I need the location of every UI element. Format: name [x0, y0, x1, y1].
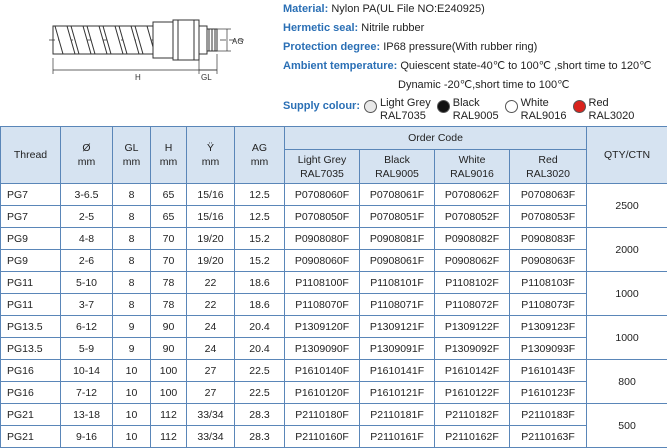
- table-cell: P2110183F: [510, 404, 587, 426]
- table-cell: 8: [113, 228, 151, 250]
- cable-gland-drawing: [45, 12, 265, 92]
- header-wrench-size: [187, 127, 235, 184]
- table-cell: P1610120F: [285, 382, 360, 404]
- qty-cell: 500: [587, 404, 667, 448]
- dim-ag-label: AG: [232, 37, 244, 46]
- table-cell: 9: [113, 338, 151, 360]
- table-cell: 8: [113, 184, 151, 206]
- table-cell: P2110180F: [285, 404, 360, 426]
- table-cell: P1309090F: [285, 338, 360, 360]
- table-cell: P1610143F: [510, 360, 587, 382]
- header-ag: [235, 127, 285, 184]
- table-cell: P1108072F: [435, 294, 510, 316]
- table-cell: P1610122F: [435, 382, 510, 404]
- table-cell: P0708060F: [285, 184, 360, 206]
- table-cell: P0908061F: [360, 250, 435, 272]
- spec-material: [283, 0, 667, 19]
- spec-protection: [283, 38, 667, 57]
- table-row: [1, 294, 667, 316]
- table-cell: 10-14: [61, 360, 113, 382]
- table-cell: 112: [151, 404, 187, 426]
- table-cell: 15.2: [235, 228, 285, 250]
- header-gl: [113, 127, 151, 184]
- table-cell: 100: [151, 360, 187, 382]
- header-light-grey: [285, 150, 360, 184]
- table-cell: 27: [187, 360, 235, 382]
- table-cell: P1309120F: [285, 316, 360, 338]
- spec-seal: [283, 19, 667, 38]
- table-cell: 70: [151, 250, 187, 272]
- spec-temperature: [283, 57, 667, 76]
- table-cell: PG9: [1, 228, 61, 250]
- table-cell: 78: [151, 294, 187, 316]
- table-cell: P1309122F: [435, 316, 510, 338]
- table-cell: 18.6: [235, 294, 285, 316]
- table-cell: 2-6: [61, 250, 113, 272]
- table-cell: 24: [187, 338, 235, 360]
- dim-gl-label: GL: [201, 73, 212, 82]
- table-cell: 10: [113, 360, 151, 382]
- spec-value: Dynamic -20℃,short time to 100℃: [398, 79, 569, 91]
- table-cell: P2110160F: [285, 426, 360, 448]
- table-cell: 10: [113, 382, 151, 404]
- table-cell: 70: [151, 228, 187, 250]
- table-cell: 2-5: [61, 206, 113, 228]
- table-cell: P1108102F: [435, 272, 510, 294]
- unit-label: mm: [251, 156, 269, 168]
- table-cell: PG7: [1, 206, 61, 228]
- colour-black: [437, 97, 499, 123]
- table-row: [1, 206, 667, 228]
- colour-dot-icon: [364, 100, 377, 113]
- table-cell: PG9: [1, 250, 61, 272]
- table-cell: P1108101F: [360, 272, 435, 294]
- table-cell: P1309091F: [360, 338, 435, 360]
- qty-cell: 1000: [587, 272, 667, 316]
- table-cell: P0908060F: [285, 250, 360, 272]
- spec-value: Nylon PA(UL File NO:E240925): [331, 3, 484, 15]
- table-cell: PG21: [1, 404, 61, 426]
- table-cell: 10: [113, 404, 151, 426]
- spec-label: Material:: [283, 3, 328, 15]
- table-cell: P1610141F: [360, 360, 435, 382]
- table-cell: PG11: [1, 272, 61, 294]
- qty-cell: 2000: [587, 228, 667, 272]
- table-cell: 22: [187, 294, 235, 316]
- table-cell: P1610142F: [435, 360, 510, 382]
- table-cell: P0708062F: [435, 184, 510, 206]
- header-qty: QTY/CTN: [587, 127, 667, 184]
- table-cell: P0708061F: [360, 184, 435, 206]
- table-cell: 3-7: [61, 294, 113, 316]
- table-row: [1, 338, 667, 360]
- table-cell: 18.6: [235, 272, 285, 294]
- table-cell: P0708051F: [360, 206, 435, 228]
- table-row: [1, 426, 667, 448]
- table-row: [1, 316, 667, 338]
- table-cell: 33/34: [187, 404, 235, 426]
- header-label: White: [459, 154, 486, 166]
- header-label: RAL7035: [300, 168, 344, 180]
- table-cell: P0908082F: [435, 228, 510, 250]
- table-body: [1, 184, 667, 448]
- header-label: H: [165, 142, 173, 154]
- table-cell: PG21: [1, 426, 61, 448]
- colour-name: Black: [453, 97, 480, 109]
- dim-h-label: H: [135, 73, 141, 82]
- table-cell: 12.5: [235, 184, 285, 206]
- colour-name: White: [521, 97, 549, 109]
- table-cell: 15/16: [187, 184, 235, 206]
- colour-code: RAL9016: [521, 110, 567, 122]
- wrench-size-icon: Ÿ: [207, 142, 214, 154]
- table-cell: P2110182F: [435, 404, 510, 426]
- spec-value: Nitrile rubber: [361, 22, 424, 34]
- header-label: Red: [538, 154, 557, 166]
- table-cell: P2110163F: [510, 426, 587, 448]
- table-cell: P1309121F: [360, 316, 435, 338]
- table-cell: 13-18: [61, 404, 113, 426]
- header-label: AG: [252, 142, 267, 154]
- table-cell: PG13.5: [1, 338, 61, 360]
- table-cell: P0708063F: [510, 184, 587, 206]
- table-cell: P0908083F: [510, 228, 587, 250]
- table-cell: 112: [151, 426, 187, 448]
- unit-label: mm: [123, 156, 141, 168]
- colour-dot-icon: [573, 100, 586, 113]
- table-cell: 22.5: [235, 382, 285, 404]
- table-cell: P1108103F: [510, 272, 587, 294]
- header-label: RAL9005: [375, 168, 419, 180]
- table-cell: P1108070F: [285, 294, 360, 316]
- table-row: [1, 228, 667, 250]
- spec-label: Supply colour:: [283, 97, 360, 116]
- table-cell: 90: [151, 316, 187, 338]
- table-cell: PG16: [1, 360, 61, 382]
- table-cell: 65: [151, 206, 187, 228]
- table-cell: PG11: [1, 294, 61, 316]
- header-order-code: Order Code: [285, 127, 587, 150]
- table-cell: 3-6.5: [61, 184, 113, 206]
- colour-code: RAL9005: [453, 110, 499, 122]
- qty-cell: 800: [587, 360, 667, 404]
- colour-name: Light Grey: [380, 97, 431, 109]
- table-cell: P1309092F: [435, 338, 510, 360]
- table-cell: P0908080F: [285, 228, 360, 250]
- header-label: RAL3020: [526, 168, 570, 180]
- table-row: [1, 184, 667, 206]
- table-cell: 28.3: [235, 404, 285, 426]
- colour-dot-icon: [437, 100, 450, 113]
- unit-label: mm: [78, 156, 96, 168]
- unit-label: mm: [202, 156, 220, 168]
- table-cell: 10: [113, 426, 151, 448]
- table-cell: 12.5: [235, 206, 285, 228]
- table-cell: P0708050F: [285, 206, 360, 228]
- table-cell: 4-8: [61, 228, 113, 250]
- spec-label: Ambient temperature:: [283, 60, 397, 72]
- table-cell: P1610123F: [510, 382, 587, 404]
- table-cell: P0908062F: [435, 250, 510, 272]
- table-cell: 8: [113, 272, 151, 294]
- table-cell: PG16: [1, 382, 61, 404]
- header-label: Black: [384, 154, 410, 166]
- table-cell: P1610140F: [285, 360, 360, 382]
- header-h: [151, 127, 187, 184]
- table-cell: P1108100F: [285, 272, 360, 294]
- table-row: [1, 360, 667, 382]
- table-cell: PG7: [1, 184, 61, 206]
- table-cell: 8: [113, 206, 151, 228]
- table-cell: P2110181F: [360, 404, 435, 426]
- spec-label: Hermetic seal:: [283, 22, 358, 34]
- colour-dot-icon: [505, 100, 518, 113]
- header-label: Light Grey: [298, 154, 346, 166]
- table-cell: 33/34: [187, 426, 235, 448]
- table-cell: P0708053F: [510, 206, 587, 228]
- colour-code: RAL3020: [589, 110, 635, 122]
- table-cell: 9: [113, 316, 151, 338]
- spec-block: [283, 0, 667, 131]
- table-cell: 5-10: [61, 272, 113, 294]
- table-cell: P1108071F: [360, 294, 435, 316]
- table-cell: P2110162F: [435, 426, 510, 448]
- table-cell: 90: [151, 338, 187, 360]
- colour-light-grey: [364, 97, 431, 123]
- table-cell: P1309123F: [510, 316, 587, 338]
- header-clamping-range: [61, 127, 113, 184]
- table-cell: 15/16: [187, 206, 235, 228]
- table-cell: P0908063F: [510, 250, 587, 272]
- order-code-table: [0, 126, 667, 448]
- spec-label: Protection degree:: [283, 41, 380, 53]
- table-cell: P2110161F: [360, 426, 435, 448]
- header-thread: Thread: [1, 127, 61, 184]
- table-cell: 19/20: [187, 228, 235, 250]
- table-row: [1, 382, 667, 404]
- table-cell: 65: [151, 184, 187, 206]
- colour-white: [505, 97, 567, 123]
- table-cell: 22.5: [235, 360, 285, 382]
- table-cell: 7-12: [61, 382, 113, 404]
- table-cell: 8: [113, 294, 151, 316]
- table-row: [1, 404, 667, 426]
- table-cell: P0908081F: [360, 228, 435, 250]
- header-label: RAL9016: [450, 168, 494, 180]
- qty-cell: 2500: [587, 184, 667, 228]
- colour-name: Red: [589, 97, 609, 109]
- header-red: [510, 150, 587, 184]
- table-cell: 22: [187, 272, 235, 294]
- table-cell: 27: [187, 382, 235, 404]
- table-cell: 24: [187, 316, 235, 338]
- table-cell: 6-12: [61, 316, 113, 338]
- spec-value: Quiescent state-40℃ to 100℃ ,short time to 120℃: [400, 60, 651, 72]
- table-cell: 5-9: [61, 338, 113, 360]
- colour-red: [573, 97, 635, 123]
- header-black: [360, 150, 435, 184]
- table-cell: P1309093F: [510, 338, 587, 360]
- table-cell: 28.3: [235, 426, 285, 448]
- spec-temperature-dynamic: [283, 76, 667, 95]
- table-cell: 19/20: [187, 250, 235, 272]
- unit-label: mm: [160, 156, 178, 168]
- table-cell: 78: [151, 272, 187, 294]
- table-cell: P1610121F: [360, 382, 435, 404]
- table-cell: 9-16: [61, 426, 113, 448]
- spec-value: IP68 pressure(With rubber ring): [383, 41, 537, 53]
- header-white: [435, 150, 510, 184]
- table-cell: 15.2: [235, 250, 285, 272]
- table-cell: 8: [113, 250, 151, 272]
- table-cell: 20.4: [235, 316, 285, 338]
- table-cell: P0708052F: [435, 206, 510, 228]
- qty-cell: 1000: [587, 316, 667, 360]
- table-cell: PG13.5: [1, 316, 61, 338]
- table-cell: 100: [151, 382, 187, 404]
- table-row: [1, 250, 667, 272]
- header-label: GL: [124, 142, 138, 154]
- table-cell: P1108073F: [510, 294, 587, 316]
- colour-code: RAL7035: [380, 110, 426, 122]
- clamp-range-icon: Ø: [82, 142, 90, 154]
- table-row: [1, 272, 667, 294]
- table-cell: 20.4: [235, 338, 285, 360]
